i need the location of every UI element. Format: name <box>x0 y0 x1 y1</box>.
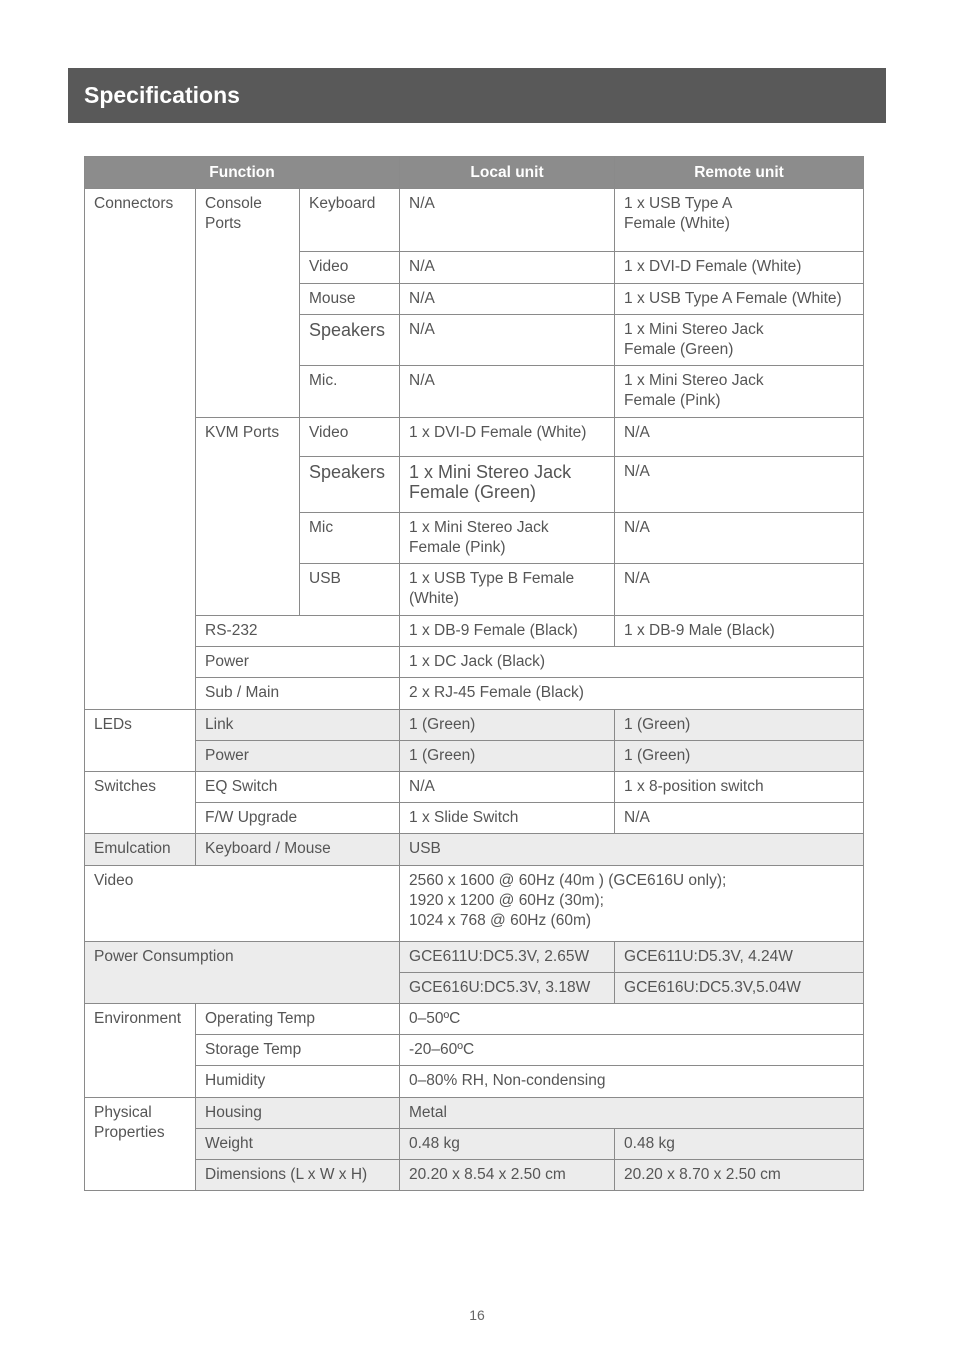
cell-remote: N/A <box>615 418 864 457</box>
cell-value: USB <box>400 834 864 866</box>
cell-remote: N/A <box>615 803 864 834</box>
cell-label: Link <box>196 710 400 741</box>
table-row <box>85 1129 864 1160</box>
cell-local: 1 x DVI-D Female (White) <box>400 418 615 457</box>
header-remote-unit: Remote unit <box>615 157 864 189</box>
cell-label: Storage Temp <box>196 1035 400 1066</box>
table-row <box>85 1160 864 1191</box>
cell-remote: 0.48 kg <box>615 1129 864 1160</box>
cell-label: Mic <box>300 513 400 564</box>
cell-remote: 20.20 x 8.70 x 2.50 cm <box>615 1160 864 1191</box>
cell-remote: 1 x Mini Stereo Jack Female (Green) <box>615 315 864 366</box>
row-group-video: Video <box>85 866 400 942</box>
cell-remote: 1 x DVI-D Female (White) <box>615 252 864 284</box>
row-group-leds: LEDs <box>85 710 196 772</box>
cell-local: GCE616U:DC5.3V, 3.18W <box>400 973 615 1004</box>
cell-remote: N/A <box>615 457 864 513</box>
cell-label: Humidity <box>196 1066 400 1098</box>
cell-label: Speakers <box>300 457 400 513</box>
cell-value: Metal <box>400 1098 864 1129</box>
cell-label: Power <box>196 741 400 772</box>
cell-remote: 1 (Green) <box>615 710 864 741</box>
cell-value: 2 x RJ-45 Female (Black) <box>400 678 864 710</box>
cell-local: 1 (Green) <box>400 710 615 741</box>
table-row <box>85 678 864 710</box>
cell-remote: 1 x 8-position switch <box>615 772 864 803</box>
row-group-emulation: Emulcation <box>85 834 196 866</box>
cell-label: Speakers <box>300 315 400 366</box>
table-row <box>85 418 864 457</box>
row-group-physical-properties: Physical Properties <box>85 1098 196 1191</box>
cell-label: Weight <box>196 1129 400 1160</box>
page-number: 16 <box>469 1307 485 1323</box>
table-row <box>85 710 864 741</box>
cell-local: N/A <box>400 366 615 418</box>
table-row <box>85 647 864 678</box>
table-row <box>85 1066 864 1098</box>
table-row <box>85 803 864 834</box>
cell-local: 1 (Green) <box>400 741 615 772</box>
cell-local: GCE611U:DC5.3V, 2.65W <box>400 942 615 973</box>
cell-local: 1 x Mini Stereo Jack Female (Pink) <box>400 513 615 564</box>
cell-remote: 1 (Green) <box>615 741 864 772</box>
cell-label: RS-232 <box>196 616 400 647</box>
row-group-environment: Environment <box>85 1004 196 1098</box>
cell-local: 0.48 kg <box>400 1129 615 1160</box>
cell-local: N/A <box>400 189 615 252</box>
cell-label: Power <box>196 647 400 678</box>
cell-label: Keyboard / Mouse <box>196 834 400 866</box>
cell-remote: 1 x Mini Stereo Jack Female (Pink) <box>615 366 864 418</box>
cell-label: Keyboard <box>300 189 400 252</box>
cell-remote: GCE611U:D5.3V, 4.24W <box>615 942 864 973</box>
cell-local: N/A <box>400 772 615 803</box>
cell-label: Video <box>300 252 400 284</box>
cell-label: Housing <box>196 1098 400 1129</box>
cell-label: F/W Upgrade <box>196 803 400 834</box>
table-row <box>85 866 864 942</box>
cell-label: Mic. <box>300 366 400 418</box>
table-row <box>85 616 864 647</box>
cell-value: 1 x DC Jack (Black) <box>400 647 864 678</box>
cell-value: 0–80% RH, Non-condensing <box>400 1066 864 1098</box>
cell-label: Dimensions (L x W x H) <box>196 1160 400 1191</box>
cell-label: Operating Temp <box>196 1004 400 1035</box>
table-row <box>85 772 864 803</box>
table-row <box>85 1004 864 1035</box>
cell-label: EQ Switch <box>196 772 400 803</box>
row-group-console-ports: Console Ports <box>196 189 300 418</box>
cell-local: N/A <box>400 284 615 315</box>
cell-local: 1 x Slide Switch <box>400 803 615 834</box>
table-row <box>85 834 864 866</box>
cell-label: Sub / Main <box>196 678 400 710</box>
cell-remote: 1 x USB Type A Female (White) <box>615 189 864 252</box>
table-row <box>85 741 864 772</box>
page-title: Specifications <box>84 82 240 108</box>
cell-local: N/A <box>400 252 615 284</box>
cell-remote: 1 x DB-9 Male (Black) <box>615 616 864 647</box>
cell-label: Mouse <box>300 284 400 315</box>
cell-remote: 1 x USB Type A Female (White) <box>615 284 864 315</box>
cell-remote: N/A <box>615 564 864 616</box>
cell-local: 1 x USB Type B Female (White) <box>400 564 615 616</box>
cell-remote: N/A <box>615 513 864 564</box>
row-group-switches: Switches <box>85 772 196 834</box>
cell-value: 2560 x 1600 @ 60Hz (40m ) (GCE616U only); 1920 x 1200 @ 60Hz (30m); 1024 x 768 @ 60Hz (60m) <box>400 866 864 942</box>
table-row <box>85 1098 864 1129</box>
cell-label: Video <box>300 418 400 457</box>
cell-local: N/A <box>400 315 615 366</box>
section-header-bar <box>68 68 886 123</box>
table-row <box>85 1035 864 1066</box>
row-group-kvm-ports: KVM Ports <box>196 418 300 616</box>
cell-local: 1 x Mini Stereo Jack Female (Green) <box>400 457 615 513</box>
table-row <box>85 942 864 973</box>
specifications-table <box>84 156 864 1191</box>
header-function: Function <box>85 157 400 189</box>
cell-remote: GCE616U:DC5.3V,5.04W <box>615 973 864 1004</box>
cell-value: 0–50ºC <box>400 1004 864 1035</box>
cell-label: USB <box>300 564 400 616</box>
cell-local: 20.20 x 8.54 x 2.50 cm <box>400 1160 615 1191</box>
row-group-power-consumption: Power Consumption <box>85 942 400 1004</box>
cell-local: 1 x DB-9 Female (Black) <box>400 616 615 647</box>
cell-value: -20–60ºC <box>400 1035 864 1066</box>
table-row <box>85 189 864 252</box>
header-local-unit: Local unit <box>400 157 615 189</box>
row-group-connectors: Connectors <box>85 189 196 710</box>
table-header-row <box>85 157 864 189</box>
